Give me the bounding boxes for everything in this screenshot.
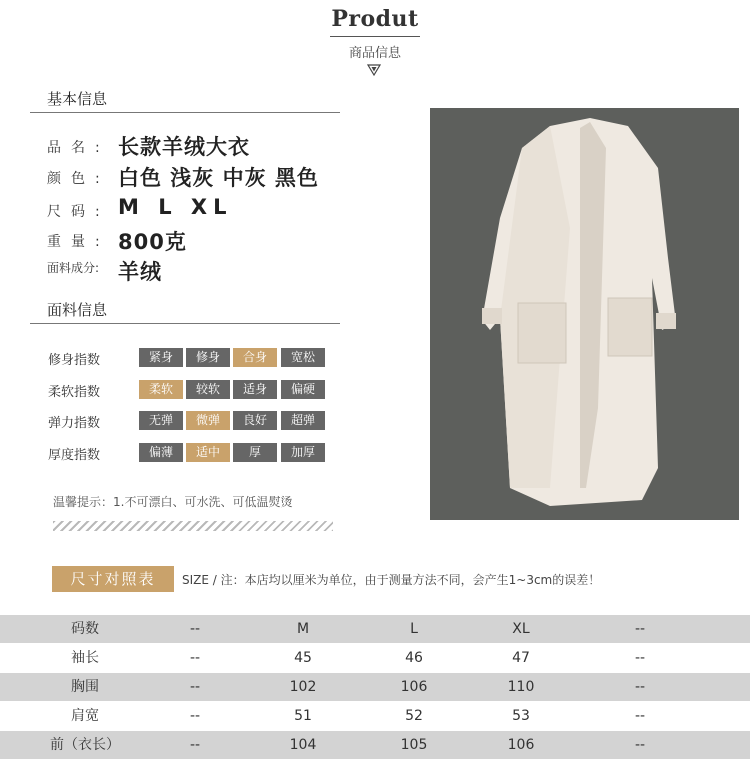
- title-divider: [330, 36, 420, 37]
- fabric-option: 修身: [186, 348, 230, 367]
- size-label: 尺码:: [47, 204, 110, 220]
- table-row-label: 肩宽: [71, 708, 99, 724]
- table-row: [0, 644, 750, 672]
- table-row-label: 袖长: [71, 650, 99, 666]
- table-cell: --: [189, 737, 201, 753]
- table-cell: 52: [405, 708, 423, 724]
- fabric-option-selected: 柔软: [139, 380, 183, 399]
- table-cell: 51: [294, 708, 312, 724]
- table-cell: --: [634, 650, 646, 666]
- fabric-row-label: 柔软指数: [48, 385, 101, 400]
- table-cell: --: [189, 650, 201, 666]
- care-note: 温馨提示：1.不可漂白、可水洗、可低温熨烫: [53, 495, 293, 509]
- table-cell: XL: [512, 621, 530, 637]
- table-cell: 105: [400, 737, 428, 753]
- table-cell: 110: [507, 679, 535, 695]
- name-label: 品名:: [47, 140, 110, 156]
- basic-info-heading: 基本信息: [47, 90, 108, 108]
- fabric-option-selected: 合身: [233, 348, 277, 367]
- fabric-option: 无弹: [139, 411, 183, 430]
- size-value: M L XL: [118, 195, 233, 219]
- color-value: 白色 浅灰 中灰 黑色: [118, 166, 319, 190]
- table-cell: 45: [294, 650, 312, 666]
- fabric-option: 宽松: [281, 348, 325, 367]
- table-cell: --: [189, 679, 201, 695]
- table-cell: --: [634, 679, 646, 695]
- weight-label: 重量:: [47, 234, 110, 250]
- color-label: 颜色:: [47, 171, 110, 187]
- fabric-row-label: 弹力指数: [48, 416, 101, 431]
- table-header-row: [0, 615, 750, 643]
- coat-illustration: [430, 108, 739, 520]
- weight-value: 800克: [118, 230, 187, 254]
- table-cell: 47: [512, 650, 530, 666]
- size-chart-banner: 尺寸对照表: [52, 566, 174, 592]
- table-row-label: 胸围: [71, 679, 99, 695]
- table-cell: 53: [512, 708, 530, 724]
- table-row-label: 前（衣长）: [50, 737, 120, 753]
- fabric-option: 紧身: [139, 348, 183, 367]
- table-cell: 46: [405, 650, 423, 666]
- table-row-label: 码数: [71, 621, 99, 637]
- material-value: 羊绒: [118, 260, 162, 284]
- material-label: 面料成分:: [47, 261, 100, 275]
- size-chart-note: SIZE / 注：本店均以厘米为单位，由于测量方法不同，会产生1~3cm的误差！: [182, 573, 601, 587]
- table-row: [0, 702, 750, 730]
- fabric-option: 偏硬: [281, 380, 325, 399]
- table-cell: M: [296, 621, 310, 637]
- down-triangle-icon: [367, 63, 381, 77]
- table-cell: 106: [507, 737, 535, 753]
- table-cell: 104: [289, 737, 317, 753]
- fabric-option: 厚: [233, 443, 277, 462]
- fabric-row-label: 厚度指数: [48, 448, 101, 463]
- table-cell: 106: [400, 679, 428, 695]
- table-cell: --: [634, 621, 646, 637]
- fabric-info-divider: [30, 323, 340, 324]
- table-row: [0, 673, 750, 701]
- table-cell: --: [634, 737, 646, 753]
- fabric-option-selected: 适中: [186, 443, 230, 462]
- table-cell: --: [634, 708, 646, 724]
- table-row: [0, 731, 750, 759]
- table-cell: 102: [289, 679, 317, 695]
- fabric-row-label: 修身指数: [48, 353, 101, 368]
- fabric-option: 偏薄: [139, 443, 183, 462]
- fabric-option: 适身: [233, 380, 277, 399]
- fabric-option: 加厚: [281, 443, 325, 462]
- decorative-stripe: [53, 521, 333, 531]
- fabric-option: 良好: [233, 411, 277, 430]
- table-cell: --: [189, 708, 201, 724]
- fabric-option-selected: 微弹: [186, 411, 230, 430]
- fabric-option: 较软: [186, 380, 230, 399]
- basic-info-divider: [30, 112, 340, 113]
- page-subtitle: 商品信息: [348, 46, 401, 61]
- table-cell: --: [189, 621, 201, 637]
- page-title: Produt: [331, 6, 419, 32]
- fabric-option: 超弹: [281, 411, 325, 430]
- table-cell: L: [410, 621, 418, 637]
- fabric-info-heading: 面料信息: [47, 301, 108, 319]
- name-value: 长款羊绒大衣: [118, 135, 250, 159]
- product-photo: [430, 108, 739, 520]
